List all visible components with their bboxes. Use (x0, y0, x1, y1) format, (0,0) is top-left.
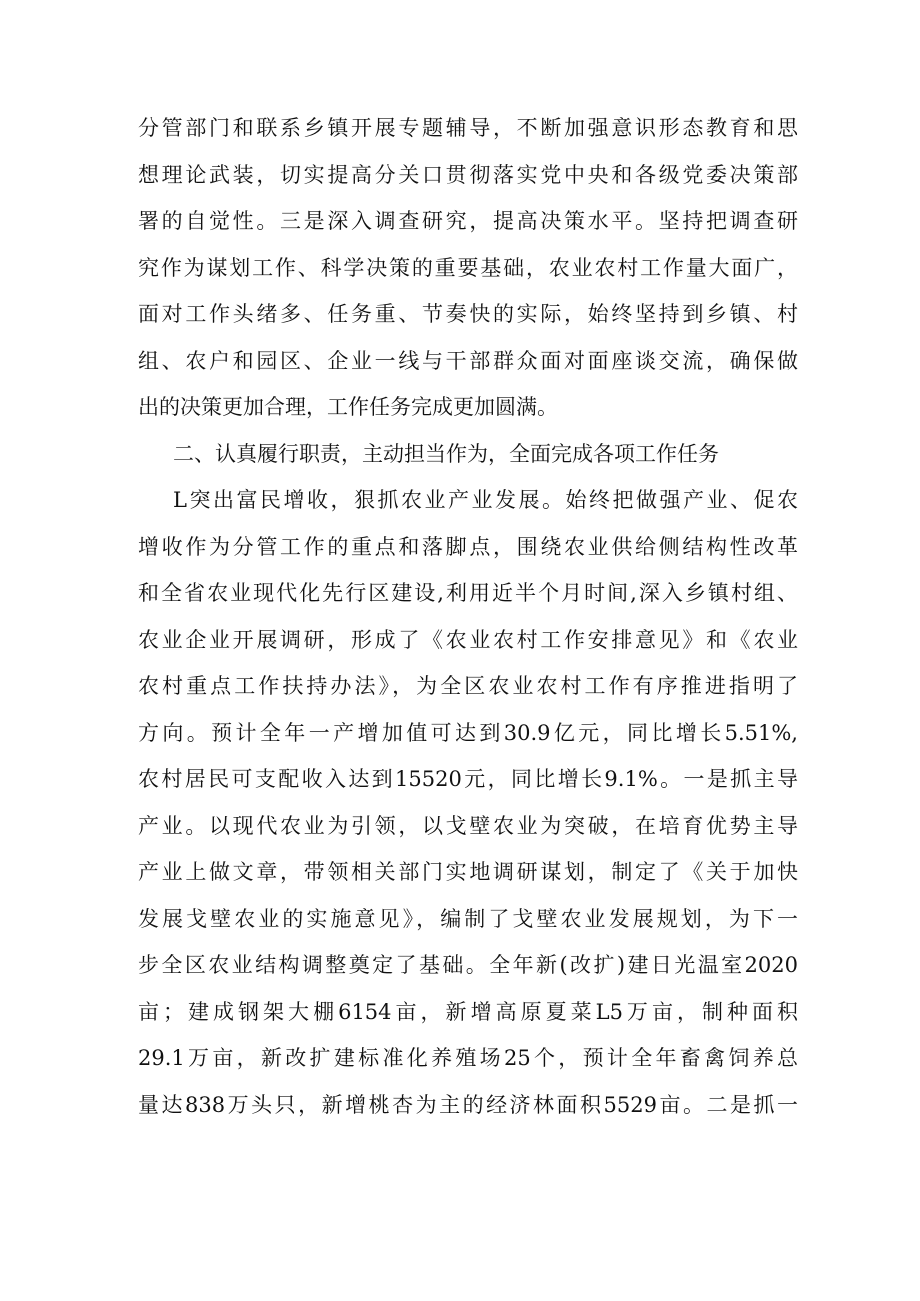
paragraph-2-line-10: 发展戈壁农业的实施意见》，编制了戈壁农业发展规划，为下一 (138, 906, 798, 931)
paragraph-2-line-3: 和全省农业现代化先行区建设,利用近半个月时间,深入乡镇村组、 (138, 581, 798, 605)
paragraph-1-line-2: 想理论武装，切实提高分关口贯彻落实党中央和各级党委决策部 (138, 162, 798, 187)
document-body (138, 105, 798, 1128)
paragraph-2-line-1: L突出富民增收，狠抓农业产业发展。始终把做强产业、促农 (173, 488, 798, 512)
paragraph-2-line-9: 产业上做文章，带领相关部门实地调研谋划，制定了《关于加快 (138, 860, 798, 884)
paragraph-2-line-14: 量达838万头只，新增桃杏为主的经济林面积5529亩。二是抓一 (138, 1092, 798, 1117)
paragraph-1-line-6: 组、农户和园区、企业一线与干部群众面对面座谈交流，确保做 (138, 348, 798, 373)
paragraph-1-line-5: 面对工作头绪多、任务重、节奏快的实际，始终坚持到乡镇、村 (138, 302, 798, 326)
paragraph-2-line-5: 农村重点工作扶持办法》，为全区农业农村工作有序推进指明了 (138, 674, 798, 698)
paragraph-2-line-12: 亩；建成钢架大棚6154亩，新增高原夏菜L5万亩，制种面积 (138, 999, 798, 1024)
paragraph-2-line-2: 增收作为分管工作的重点和落脚点，围绕农业供给侧结构性改革 (138, 534, 798, 559)
section-heading: 二、认真履行职责，主动担当作为，全面完成各项工作任务 (173, 441, 719, 466)
paragraph-2-line-6: 方向。预计全年一产增加值可达到30.9亿元，同比增长5.51%, (138, 720, 798, 745)
paragraph-2-line-8: 产业。以现代农业为引领，以戈壁农业为突破，在培育优势主导 (138, 813, 798, 838)
paragraph-2-line-11: 步全区农业结构调整奠定了基础。全年新(改扩)建日光温室2020 (138, 953, 798, 977)
paragraph-2-line-7: 农村居民可支配收入达到15520元，同比增长9.1%。一是抓主导 (138, 767, 798, 791)
paragraph-2-line-13: 29.1万亩，新改扩建标准化养殖场25个，预计全年畜禽饲养总 (138, 1046, 798, 1070)
paragraph-1-line-1: 分管部门和联系乡镇开展专题辅导，不断加强意识形态教育和思 (138, 116, 798, 140)
paragraph-1-line-3: 署的自觉性。三是深入调查研究，提高决策水平。坚持把调查研 (138, 209, 798, 233)
paragraph-1-line-4: 究作为谋划工作、科学决策的重要基础，农业农村工作量大面广， (138, 255, 798, 280)
paragraph-1-line-7: 出的决策更加合理，工作任务完成更加圆满。 (138, 395, 558, 419)
paragraph-2-line-4: 农业企业开展调研，形成了《农业农村工作安排意见》和《农业 (138, 627, 798, 652)
